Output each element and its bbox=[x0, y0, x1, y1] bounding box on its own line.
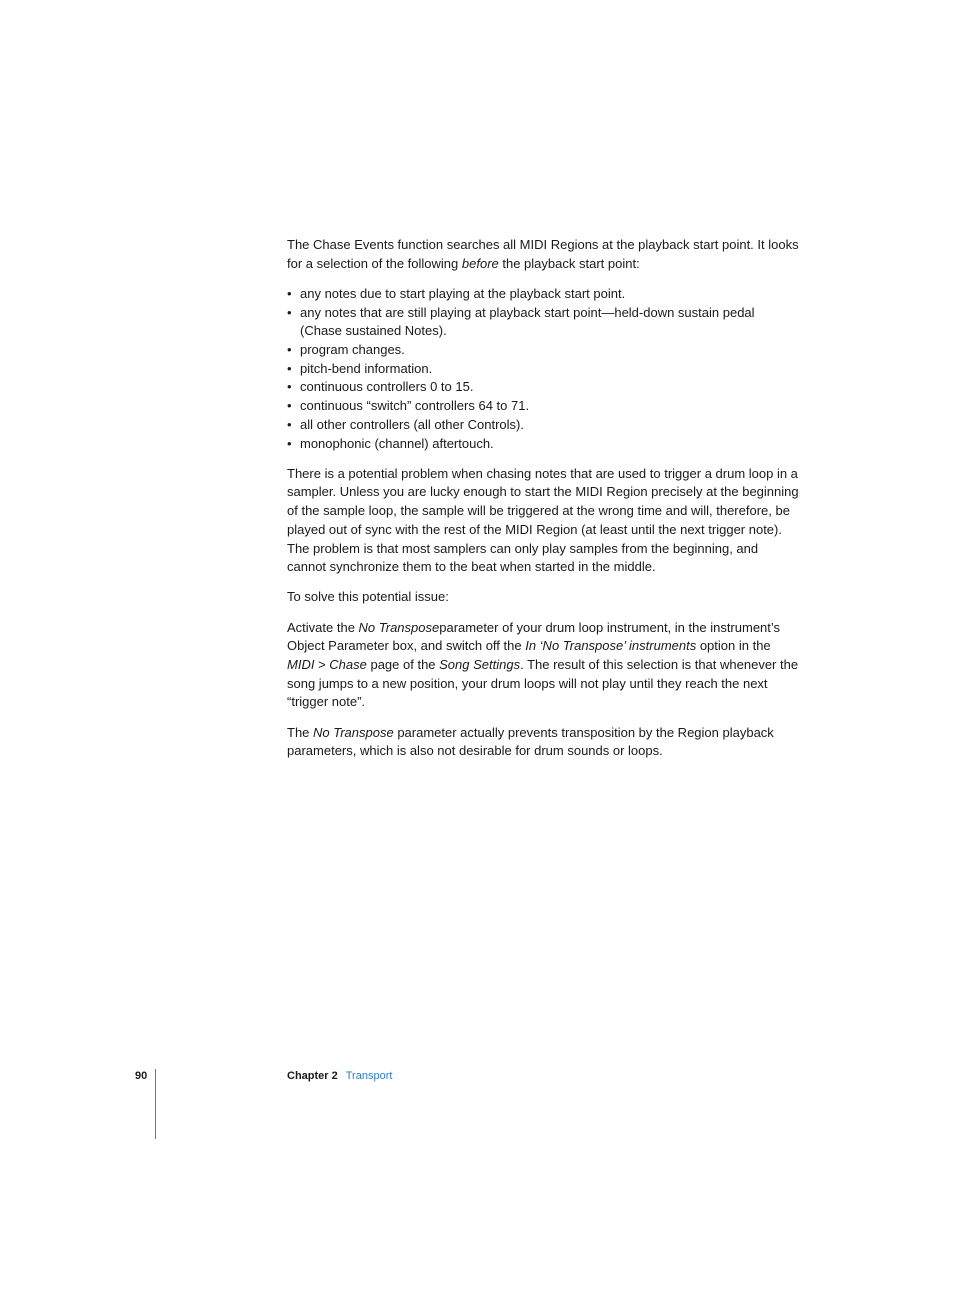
list-item: • all other controllers (all other Controls). bbox=[287, 416, 799, 435]
footer-chapter bbox=[287, 1070, 392, 1082]
list-item: • program changes. bbox=[287, 341, 799, 360]
chapter-title-link[interactable]: Transport bbox=[345, 1070, 393, 1082]
footer-divider bbox=[155, 1069, 156, 1139]
list-item: • pitch-bend information. bbox=[287, 360, 799, 379]
last-paragraph: The No Transpose parameter actually prevents transposition by the Region playback parameters, which is also not desirable for drum sounds or loops. bbox=[287, 724, 774, 759]
emphasis-before: before bbox=[461, 255, 499, 271]
list-item: • continuous controllers 0 to 15. bbox=[287, 378, 799, 397]
list-item: • any notes due to start playing at the playback start point. bbox=[287, 285, 799, 304]
intro-paragraph: The Chase Events function searches all MIDI Regions at the playback start point. It looks for a selection of the following before the playback start point: bbox=[287, 237, 799, 271]
list-item: • any notes that are still playing at playback start point—held-down sustain pedal (Chase sustained Notes). bbox=[287, 304, 799, 341]
solve-paragraph: To solve this potential issue: bbox=[287, 589, 449, 605]
emphasis-no-transpose: No Transpose bbox=[358, 619, 440, 635]
emphasis-chase: Chase bbox=[329, 657, 367, 673]
emphasis-option: In ‘No Transpose’ instruments bbox=[525, 638, 697, 654]
page-number: 90 bbox=[135, 1070, 148, 1082]
problem-paragraph: There is a potential problem when chasing notes that are used to trigger a drum loop in a sampler. Unless you are lucky enough to start the MIDI Region precisely at the beginning of the sample loop, the sample will be triggered at the wrong time and will, therefore, be played out of sync with the rest of the MIDI Region (at least until the next trigger note). The problem is that most samplers can only play samples from the beginning, and cannot synchronize them to the beat when started in the middle. bbox=[287, 465, 799, 575]
emphasis-midi: MIDI bbox=[287, 657, 315, 673]
emphasis-song-settings: Song Settings bbox=[439, 657, 521, 673]
body-text bbox=[287, 236, 799, 773]
list-item: • monophonic (channel) aftertouch. bbox=[287, 435, 799, 454]
list-item: • continuous “switch” controllers 64 to 71. bbox=[287, 397, 799, 416]
emphasis-no-transpose: No Transpose bbox=[313, 724, 394, 740]
activate-paragraph: Activate the No Transposeparameter of your drum loop instrument, in the instrument’s Object Parameter box, and switch off the In ‘No Transpose’ instruments option in the MIDI > Chase page of the Song Settings. The result of this selection is that whenever the song jumps to a new position, your drum loops will not play until they reach the next “trigger note”. bbox=[287, 619, 799, 710]
chase-events-list bbox=[287, 285, 799, 453]
chapter-label: Chapter 2 bbox=[287, 1070, 338, 1082]
